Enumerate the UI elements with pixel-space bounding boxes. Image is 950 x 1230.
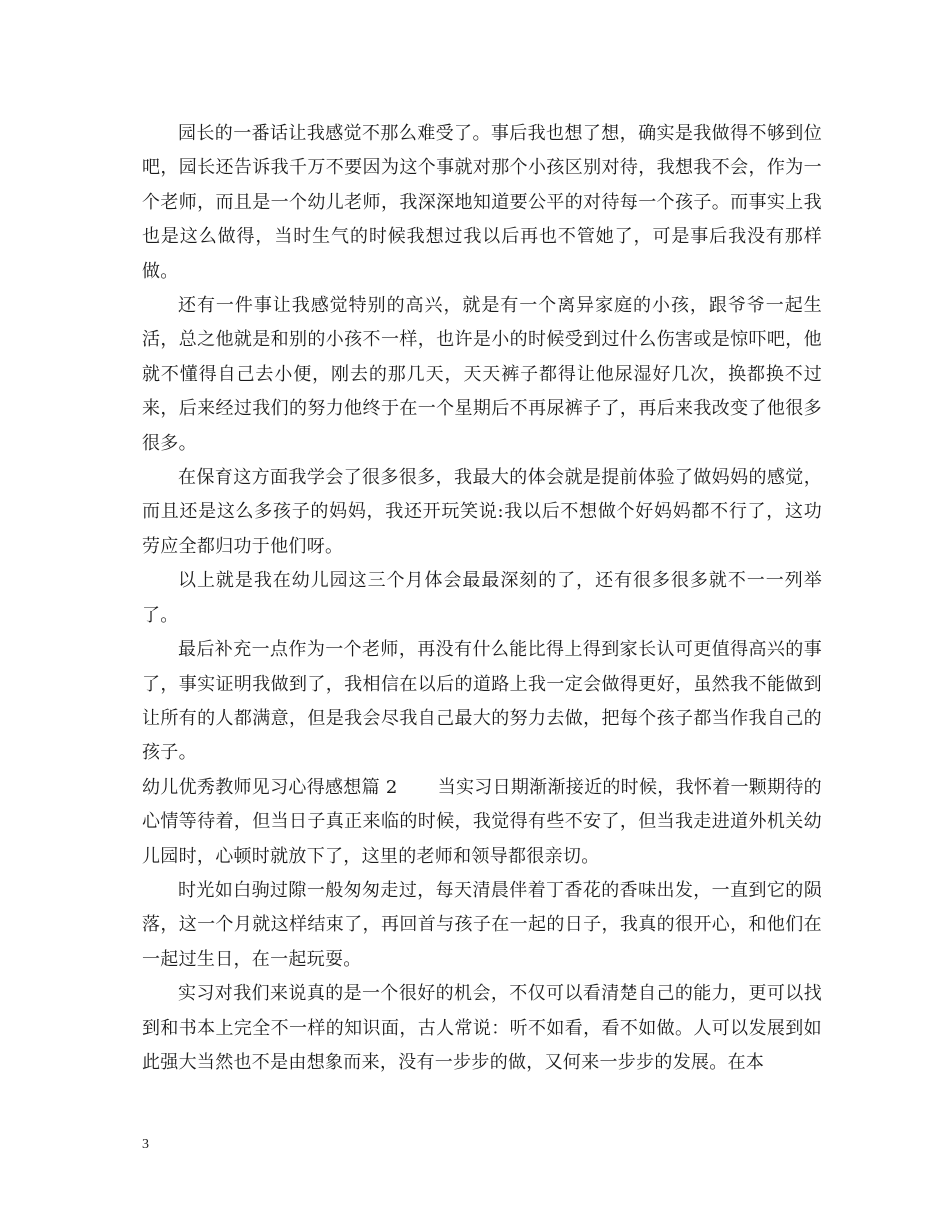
- page-number: 3: [142, 1137, 149, 1152]
- paragraph: 还有一件事让我感觉特别的高兴，就是有一个离异家庭的小孩，跟爷爷一起生活，总之他就是和别的小孩不一样，也许是小的时候受到过什么伤害或是惊吓吧，他就不懂得自己去小便，刚去的那几天，天天裤子都得让他尿湿好几次，换都换不过来，后来经过我们的努力他终于在一个星期后不再尿裤子了，再后来我改变了他很多很多。: [142, 295, 822, 454]
- document-body: [142, 117, 822, 1080]
- paragraph: 最后补充一点作为一个老师，再没有什么能比得上得到家长认可更值得高兴的事了，事实证明我做到了，我相信在以后的道路上我一定会做得更好，虽然我不能做到让所有的人都满意，但是我会尽我自己最大的努力去做，把每个孩子都当作我自己的孩子。: [142, 639, 822, 764]
- section-title: 幼儿优秀教师见习心得感想篇 2: [142, 776, 398, 798]
- paragraph: 园长的一番话让我感觉不那么难受了。事后我也想了想，确实是我做得不够到位吧，园长还告诉我千万不要因为这个事就对那个小孩区别对待，我想我不会，作为一个老师，而且是一个幼儿老师，我深深地知道要公平的对待每一个孩子。而事实上我也是这么做得，当时生气的时候我想过我以后再也不管她了，可是事后我没有那样做。: [142, 123, 822, 282]
- paragraph: 时光如白驹过隙一般匆匆走过，每天清晨伴着丁香花的香味出发，一直到它的陨落，这一个月就这样结束了，再回首与孩子在一起的日子，我真的很开心，和他们在一起过生日，在一起玩耍。: [142, 879, 822, 970]
- paragraph: 实习对我们来说真的是一个很好的机会，不仅可以看清楚自己的能力，更可以找到和书本上完全不一样的知识面，古人常说：听不如看，看不如做。人可以发展到如此强大当然也不是由想象而来，没有一步步的做，又何来一步步的发展。在本: [142, 983, 822, 1073]
- paragraph: 在保育这方面我学会了很多很多，我最大的体会就是提前体验了做妈妈的感觉，而且还是这么多孩子的妈妈，我还开玩笑说:我以后不想做个好妈妈都不行了，这功劳应全都归功于他们呀。: [142, 467, 822, 557]
- section-first-text: 当实习日期渐渐接近的时候，我怀着一颗期待的心情等待着，但当日子真正来临的时候，我觉得有些不安了，但当我走进道外机关幼儿园时，心顿时就放下了，这里的老师和领导都很亲切。: [142, 776, 822, 867]
- paragraph: 以上就是我在幼儿园这三个月体会最最深刻的了，还有很多很多就不一一列举了。: [142, 570, 822, 626]
- section-heading-paragraph: [142, 771, 822, 874]
